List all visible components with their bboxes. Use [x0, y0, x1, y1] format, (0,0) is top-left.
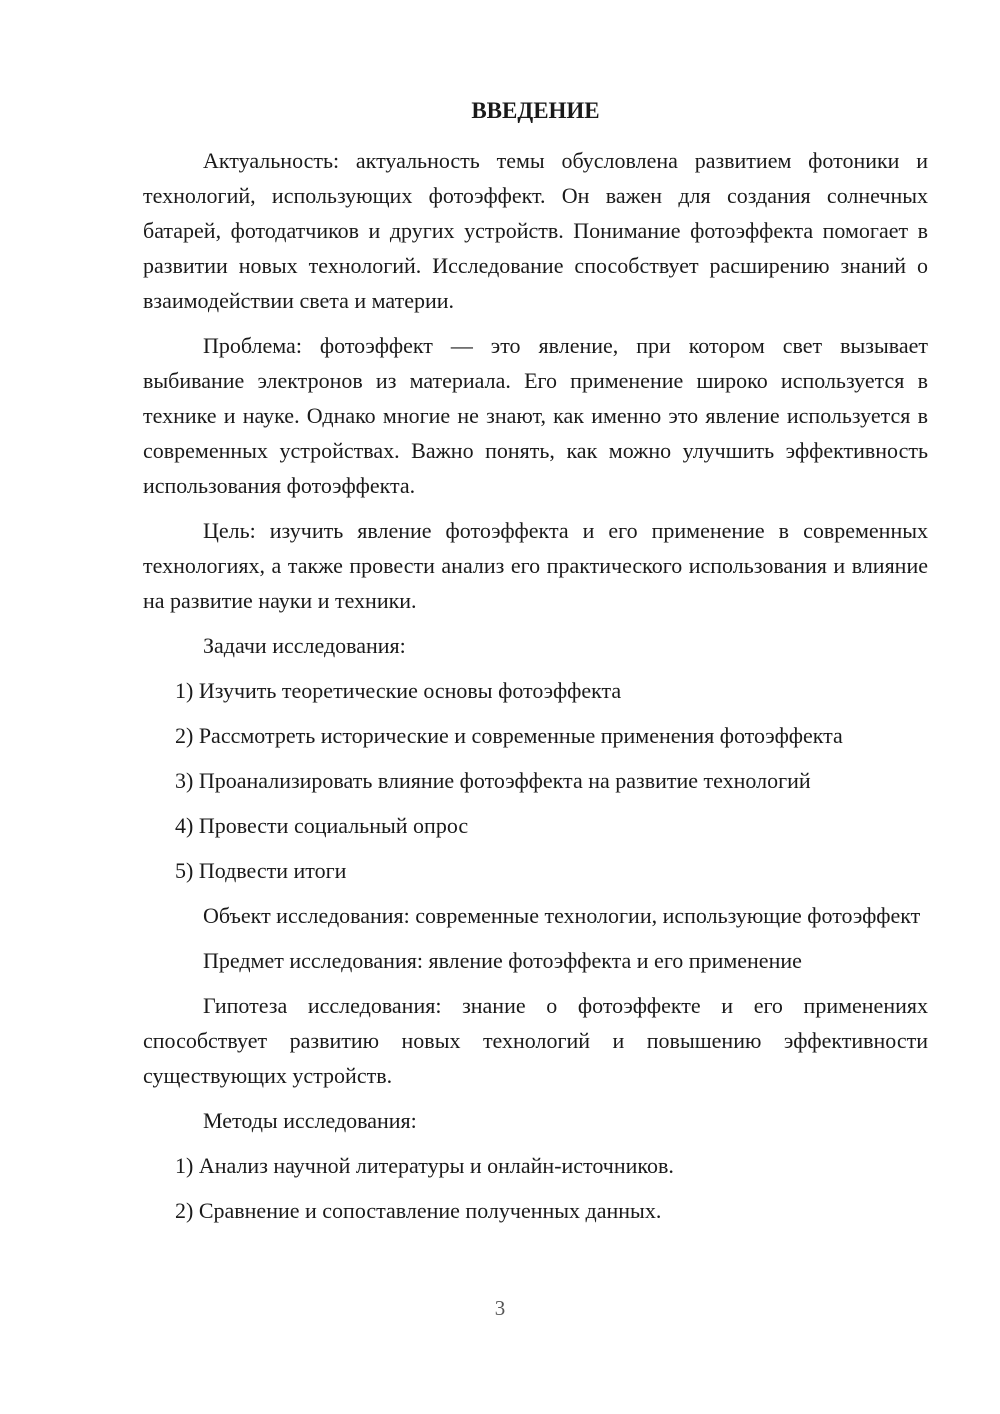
paragraph-relevance: Актуальность: актуальность темы обусловлена развитием фотоники и технологий, использующих фотоэффект. Он важен для создания солнечных батарей, фотодатчиков и других устройств. Понимание фотоэффекта помогает в развитии новых технологий. Исследование способствует расширению знаний о взаимодействии света и материи. — [143, 148, 928, 313]
list-item-task-1: 1) Изучить теоретические основы фотоэффекта — [175, 678, 622, 703]
list-item-method-1: 1) Анализ научной литературы и онлайн-источников. — [175, 1153, 674, 1178]
paragraph-subject: Предмет исследования: явление фотоэффекта и его применение — [203, 948, 802, 973]
paragraph-tasks-heading: Задачи исследования: — [203, 633, 406, 658]
paragraph-goal: Цель: изучить явление фотоэффекта и его применение в современных технологиях, а также провести анализ его практического использования и влияние на развитие науки и техники. — [143, 518, 928, 613]
paragraph-problem: Проблема: фотоэффект — это явление, при котором свет вызывает выбивание электронов из материала. Его применение широко используется в технике и науке. Однако многие не знают, как именно это явление используется в современных устройствах. Важно понять, как можно улучшить эффективность использования фотоэффекта. — [143, 333, 928, 498]
list-item-task-3: 3) Проанализировать влияние фотоэффекта на развитие технологий — [175, 768, 811, 793]
list-item-task-5: 5) Подвести итоги — [175, 858, 347, 883]
paragraph-object: Объект исследования: современные технологии, использующие фотоэффект — [203, 903, 921, 928]
paragraph-methods-heading: Методы исследования: — [203, 1108, 417, 1133]
list-item-method-2: 2) Сравнение и сопоставление полученных данных. — [175, 1198, 662, 1223]
list-item-task-2: 2) Рассмотреть исторические и современные применения фотоэффекта — [175, 723, 843, 748]
page-number: 3 — [494, 1296, 506, 1320]
list-item-task-4: 4) Провести социальный опрос — [175, 813, 469, 838]
section-title: ВВЕДЕНИЕ — [471, 98, 600, 123]
paragraph-hypothesis: Гипотеза исследования: знание о фотоэффекте и его применениях способствует развитию новых технологий и повышению эффективности существующих устройств. — [143, 993, 928, 1088]
document-body — [143, 143, 928, 1238]
